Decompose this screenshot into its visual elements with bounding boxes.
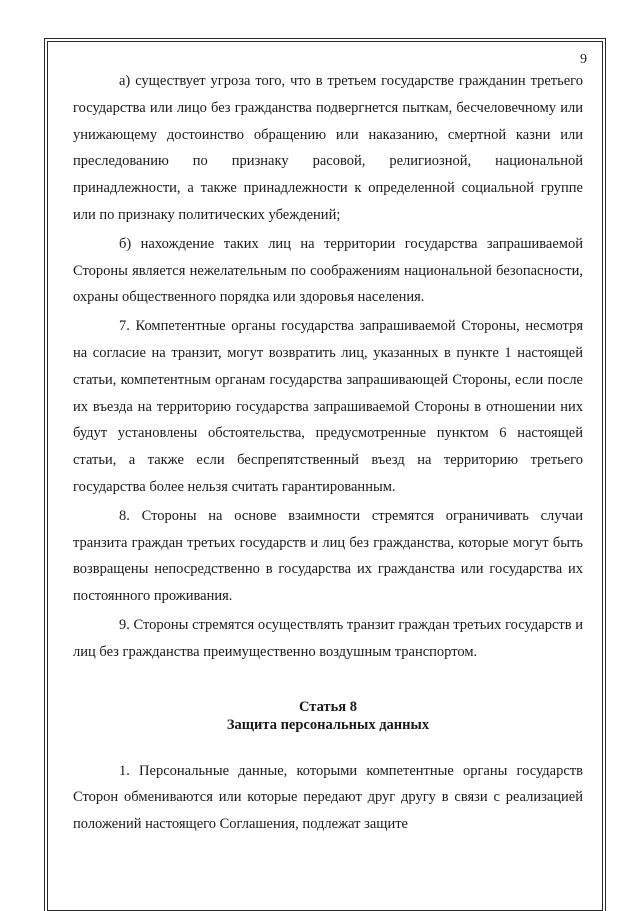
paragraph-article8-1: 1. Персональные данные, которыми компетентные органы государств Сторон обмениваются или которые передают друг другу в связи с реализацией положений настоящего Соглашения, подлежат защите — [73, 762, 583, 833]
article-number: Статья 8 — [299, 698, 357, 715]
paragraph-9: 9. Стороны стремятся осуществлять транзит граждан третьих государств и лиц без гражданства преимущественно воздушным транспортом. — [73, 616, 583, 660]
paragraph-7: 7. Компетентные органы государства запрашиваемой Стороны, несмотря на согласие на транзит, могут возвратить лиц, указанных в пункте 1 настоящей статьи, компетентным органам государства запрашивающей Стороны, если после их въезда на территорию государства запрашиваемой Стороны в отношении них будут установлены обстоятельства, предусмотренные пунктом 6 настоящей статьи, а также если беспрепятственный въезд на территорию третьего государства более нельзя считать гарантированным. — [73, 318, 583, 495]
paragraph-8: 8. Стороны на основе взаимности стремятся ограничивать случаи транзита граждан третьих государств и лиц без гражданства, которые могут быть возвращены непосредственно в государства их гражданства или государства их постоянного проживания. — [73, 507, 583, 605]
paragraph-a: а) существует угроза того, что в третьем государстве гражданин третьего государства или лицо без гражданства подвергнется пыткам, бесчеловечному или унижающему достоинство обращению или наказанию, смертной казни или преследованию по признаку расовой, религиозной, национальной принадлежности, а также принадлежности к определенной социальной группе или по признаку политических убеждений; — [73, 73, 583, 223]
article-title: Защита персональных данных — [226, 716, 430, 733]
paragraph-b: б) нахождение таких лиц на территории государства запрашиваемой Стороны является нежелательным по соображениям национальной безопасности, охраны общественного порядка или здоровья населения. — [73, 235, 583, 306]
page-number: 9 — [580, 52, 587, 67]
article-heading — [73, 698, 583, 734]
document-body — [73, 68, 583, 838]
